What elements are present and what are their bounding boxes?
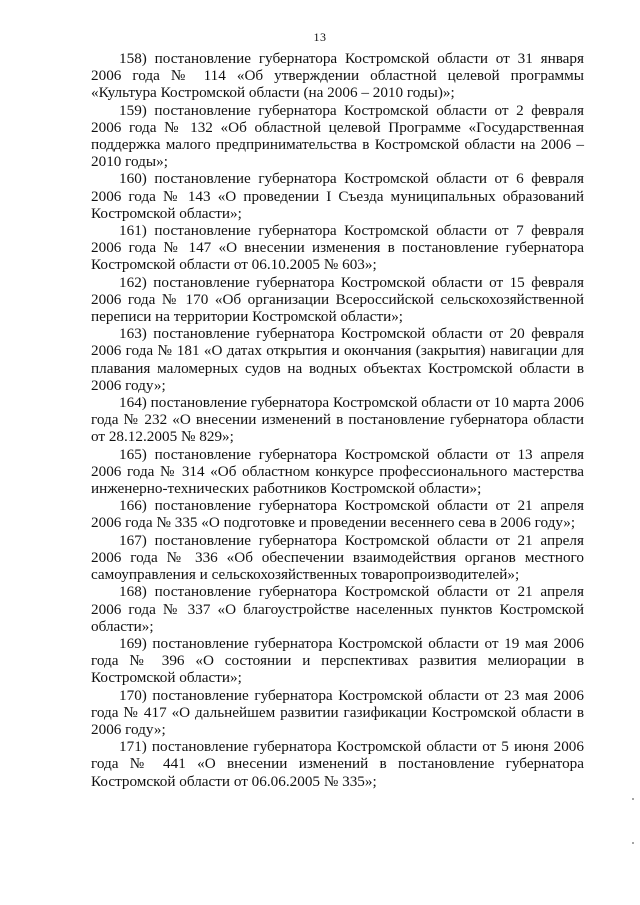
list-item: 160) постановление губернатора Костромской области от 6 февраля 2006 года № 143 «О проведении I Съезда муниципальных образований Костромской области»; [91,170,584,222]
list-item: 163) постановление губернатора Костромской области от 20 февраля 2006 года № 181 «О датах открытия и окончания (закрытия) навигации для плавания маломерных судов на водных объектах Костромской области в 2006 году»; [91,325,584,394]
list-item: 170) постановление губернатора Костромской области от 23 мая 2006 года № 417 «О дальнейшем развитии газификации Костромской области в 2006 году»; [91,686,584,738]
list-item: 161) постановление губернатора Костромской области от 7 февраля 2006 года № 147 «О внесении изменения в постановление губернатора Костромской области от 06.10.2005 № 603»; [91,222,584,274]
document-body [91,50,584,790]
page-number: 13 [313,30,327,44]
scan-artifact-mark [632,842,634,844]
list-item: 165) постановление губернатора Костромской области от 13 апреля 2006 года № 314 «Об областном конкурсе профессионального мастерства инженерно-технических работников Костромской области»; [91,445,584,498]
list-item: 168) постановление губернатора Костромской области от 21 апреля 2006 года № 337 «О благоустройстве населенных пунктов Костромской области»; [91,583,584,635]
list-item: 171) постановление губернатора Костромской области от 5 июня 2006 года № 441 «О внесении изменений в постановление губернатора Костромской области от 06.06.2005 № 335»; [91,738,584,790]
list-item: 159) постановление губернатора Костромской области от 2 февраля 2006 года № 132 «Об областной целевой Программе «Государственная поддержка малого предпринимательства в Костромской области на 2006 – 2010 годы»; [91,101,584,171]
list-item: 158) постановление губернатора Костромской области от 31 января 2006 года № 114 «Об утверждении областной целевой программы «Культура Костромской области (на 2006 – 2010 годы)»; [91,50,584,102]
list-item: 167) постановление губернатора Костромской области от 21 апреля 2006 года № 336 «Об обеспечении взаимодействия органов местного самоуправления и сельскохозяйственных товаропроизводителей»; [91,531,584,584]
list-item: 166) постановление губернатора Костромской области от 21 апреля 2006 года № 335 «О подготовке и проведении весеннего сева в 2006 году»; [91,497,584,532]
scan-artifact-mark [632,798,634,800]
list-item: 164) постановление губернатора Костромской области от 10 марта 2006 года № 232 «О внесении изменений в постановление губернатора области от 28.12.2005 № 829»; [91,394,585,446]
list-item: 162) постановление губернатора Костромской области от 15 февраля 2006 года № 170 «Об организации Всероссийской сельскохозяйственной переписи на территории Костромской области»; [91,273,584,326]
list-item: 169) постановление губернатора Костромской области от 19 мая 2006 года № 396 «О состоянии и перспективах развития мелиорации в Костромской области»; [91,634,584,687]
